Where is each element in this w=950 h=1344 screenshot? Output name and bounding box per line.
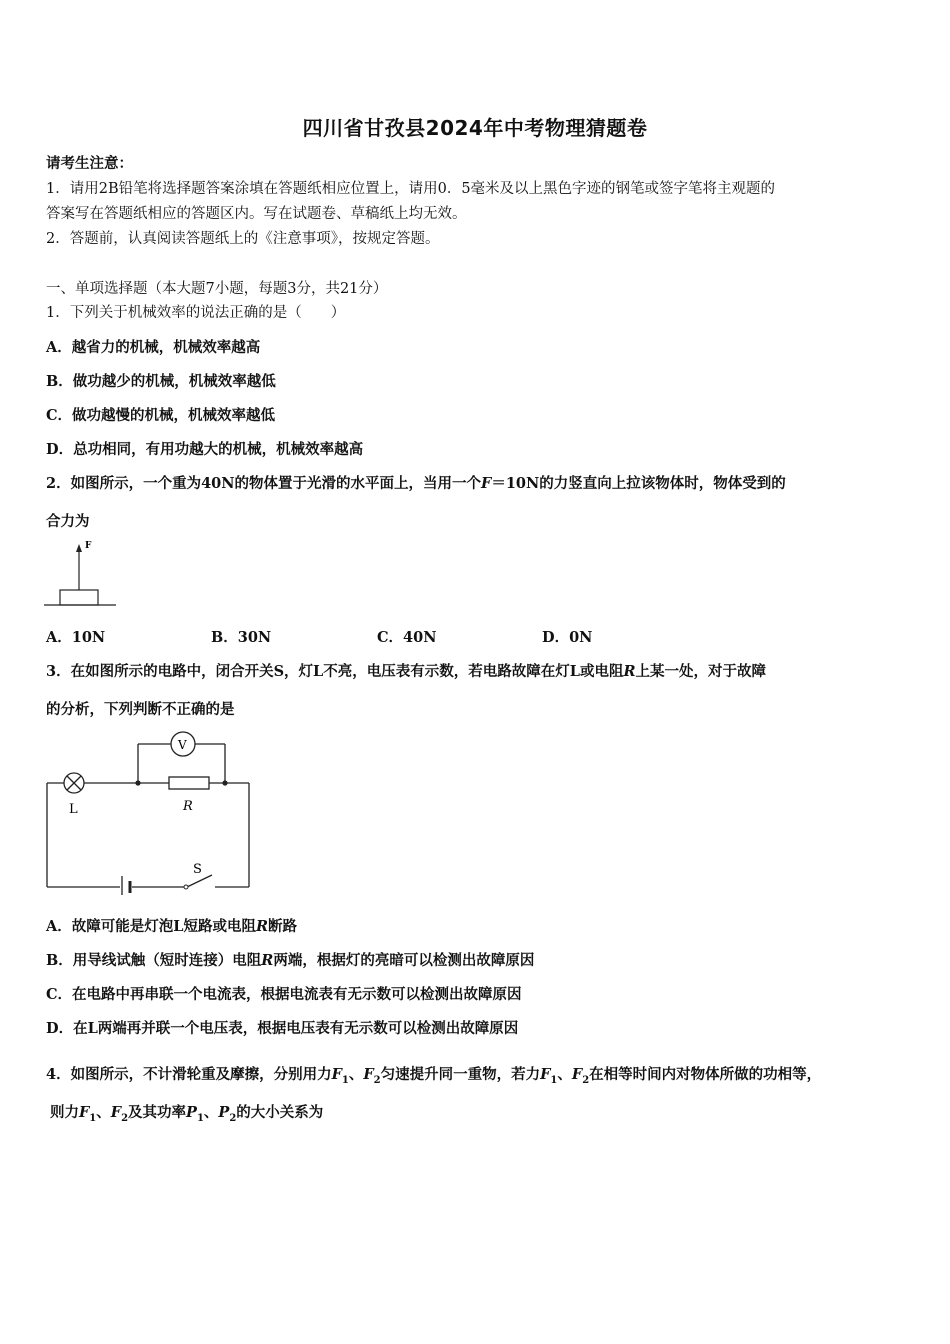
resistor-label: R: [183, 799, 193, 814]
q4-sep-3: 、: [96, 1104, 111, 1121]
lamp-label: L: [69, 802, 78, 817]
q4-text-3: 在相等时间内对物体所做的功相等，: [589, 1066, 822, 1083]
q3-option-a: [46, 915, 297, 936]
q4-p2-var: P: [218, 1104, 230, 1121]
q4-stem: [46, 1063, 821, 1086]
q4-sep-4: 、: [203, 1104, 219, 1121]
force-label: F: [85, 541, 92, 551]
q2-stem-post: ＝10N的力竖直向上拉该物体时，物体受到的: [491, 475, 786, 492]
q3-option-a-var: R: [255, 918, 269, 935]
q2-option-c: C．40N: [377, 629, 437, 646]
q4-p1-sub: 1: [196, 1112, 204, 1124]
q4-f2-var-b: F: [571, 1066, 583, 1083]
q4-f2-var: F: [363, 1066, 374, 1083]
q2-option-a: A．10N: [46, 629, 106, 646]
notice-item-1: 1．请用2B铅笔将选择题答案涂填在答题纸相应位置上，请用0．5毫米及以上黑色字迹的钢笔或签字笔将主观题的: [46, 181, 776, 197]
q3-r-var: R: [623, 663, 636, 680]
q3-stem-cont: 的分析，下列判断不正确的是: [46, 701, 235, 718]
q4-f1-var-c: F: [79, 1104, 90, 1121]
q1-option-b: B．做功越少的机械，机械效率越低: [46, 373, 276, 390]
q4-f1-sub-c: 1: [89, 1112, 97, 1124]
junction-right: [222, 780, 227, 785]
q4-f1-var-b: F: [540, 1066, 551, 1083]
q4-f2-var-c: F: [110, 1104, 122, 1121]
q4-f2-sub-c: 2: [121, 1112, 129, 1124]
q2-option-b: B．30N: [211, 629, 272, 646]
q1-option-c: C．做功越慢的机械，机械效率越低: [46, 407, 276, 424]
q3-option-b-pre: B．用导线试触（短时连接）电阻: [46, 952, 262, 969]
q3-stem-post: 上某一处，对于故障: [635, 663, 767, 680]
notice-item-2: 2．答题前，认真阅读答题纸上的《注意事项》，按规定答题。: [46, 231, 440, 247]
q3-circuit-figure: [40, 730, 260, 895]
q3-stem-pre: 3．在如图所示的电路中，闭合开关S，灯L不亮，电压表有示数，若电路故障在灯L或电阻: [46, 663, 624, 680]
q3-option-d: D．在L两端再并联一个电压表，根据电压表有无示数可以检测出故障原因: [46, 1020, 519, 1037]
q4-text-4: 则力: [50, 1104, 79, 1121]
resistor-symbol: [169, 777, 209, 789]
q2-stem-cont: 合力为: [46, 513, 90, 530]
q3-option-a-pre: A．故障可能是灯泡L短路或电阻: [46, 918, 256, 935]
force-arrow-head: [76, 544, 82, 552]
q3-option-a-post: 断路: [268, 918, 298, 935]
block: [60, 590, 98, 605]
q4-f1-sub-b: 1: [550, 1074, 558, 1086]
q3-option-b-post: 两端，根据灯的亮暗可以检测出故障原因: [273, 952, 535, 969]
junction-left: [135, 780, 140, 785]
notice-item-1-cont: 答案写在答题纸相应的答题区内。写在试题卷、草稿纸上均无效。: [46, 206, 467, 222]
q2-option-d: D．0N: [542, 629, 593, 646]
q4-sep-1: 、: [348, 1066, 364, 1083]
q2-stem-pre: 2．如图所示，一个重为40N的物体置于光滑的水平面上，当用一个: [46, 475, 482, 492]
voltmeter-label: V: [178, 738, 187, 752]
q4-text-6: 的大小关系为: [236, 1104, 324, 1121]
q2-stem: [46, 472, 786, 493]
q3-stem: [46, 660, 766, 681]
q1-stem: 1．下列关于机械效率的说法正确的是（ ）: [46, 305, 346, 321]
switch-pivot: [184, 885, 188, 889]
q4-f1-sub: 1: [341, 1074, 349, 1086]
q4-f2-sub-b: 2: [582, 1074, 590, 1086]
q4-p1-var: P: [186, 1104, 197, 1121]
q2-figure: [44, 538, 124, 610]
page-title: 四川省甘孜县2024年中考物理猜题卷: [302, 116, 648, 140]
q3-option-b: [46, 949, 534, 970]
q4-f1-var: F: [331, 1066, 342, 1083]
q1-option-d: D．总功相同，有用功越大的机械，机械效率越高: [46, 441, 364, 458]
q2-force-var: F: [481, 475, 492, 492]
q1-option-a: A．越省力的机械，机械效率越高: [46, 339, 261, 356]
q3-option-c: C．在电路中再串联一个电流表，根据电流表有无示数可以检测出故障原因: [46, 986, 522, 1003]
q4-text-2: 匀速提升同一重物，若力: [380, 1066, 541, 1083]
switch-label: S: [193, 862, 202, 877]
q3-option-b-var: R: [261, 952, 274, 969]
q4-sep-2: 、: [557, 1066, 572, 1083]
q4-text-5: 及其功率: [128, 1104, 187, 1121]
section-heading: 一、单项选择题（本大题7小题，每题3分，共21分）: [46, 281, 388, 297]
notice-heading: 请考生注意：: [46, 155, 133, 172]
q4-stem-cont: [50, 1101, 323, 1124]
q4-text-1: 4．如图所示，不计滑轮重及摩擦，分别用力: [46, 1066, 332, 1083]
q4-f2-sub: 2: [373, 1074, 381, 1086]
q4-p2-sub: 2: [229, 1112, 237, 1124]
